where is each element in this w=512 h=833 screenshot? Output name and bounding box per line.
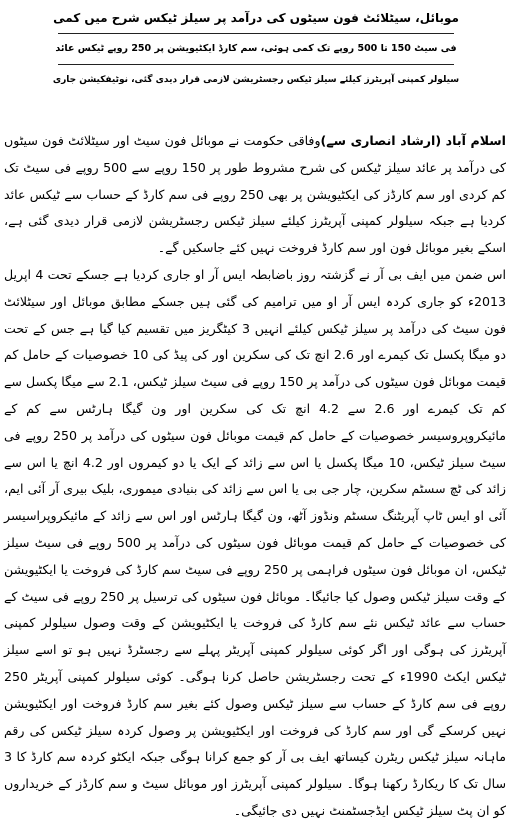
headline-divider xyxy=(58,33,454,34)
sub-headline-1: فی سیٹ 150 تا 500 روپے تک کمی ہوئی، سم کارڈ ایکٹیویشن پر 250 روپے ٹیکس عائد xyxy=(55,43,457,54)
paragraph-1-text: وفاقی حکومت نے موبائل فون سیٹ اور سیٹلائٹ فون سیٹوں کی درآمد پر عائد سیلز ٹیکس کی شرح مشروط طور پر 150 روپے سے 500 روپے فی سیٹ تک کم کردی اور سم کارڈز کی ایکٹیویشن پر بھی 250 روپے فی سم کارڈ کے حساب سے ٹیکس عائد کردیا ہے جبکہ سیلولر کمپنی آپریٹرز کیلئے سیلز ٹیکس رجسٹریشن لازمی قرار دیدی گئی ہے، اسکے بغیر موبائل فون اور سم کارڈ فروخت نہیں کئے جاسکیں گے۔ xyxy=(4,133,506,256)
article-body xyxy=(4,128,506,825)
byline: اسلام آباد (ارشاد انصاری سے) xyxy=(320,133,506,148)
main-headline: موبائل، سیٹلائٹ فون سیٹوں کی درآمد پر سیلز ٹیکس شرح میں کمی xyxy=(53,11,459,25)
article-paragraph-2: اس ضمن میں ایف بی آر نے گزشتہ روز باضابطہ ایس آر او جاری کردیا ہے جسکے تحت 4 اپریل 2013ء کو جاری کردہ ایس آر او میں ترامیم کی گئی ہیں جسکے مطابق موبائل اور سیٹلائٹ فون سیٹ کی درآمد پر سیلز ٹیکس کیلئے انہیں 3 کیٹگریز میں تقسیم کیا گیا ہے جس کے تحت دو میگا پکسل تک کیمرے اور 2.6 انچ تک کی سکرین اور کی پیڈ کی 10 خصوصیات کے حامل کم قیمت موبائل فون سیٹوں کی درآمد پر 150 روپے فی سیٹ سیلز ٹیکس، 2.1 سے میگا پکسل سے کم تک کیمرے اور 2.6 سے 4.2 انچ تک کی سکرین اور ون گیگا ہارٹس سے کم کے مائیکروپروسیسر خصوصیات کے حامل کم قیمت موبائل فون سیٹوں کی درآمد پر 250 روپے فی سیٹ سیلز ٹیکس، 10 میگا پکسل یا اس سے زائد کے ایک یا دو کیمروں اور 4.2 انچ یا اس سے زائد کی ٹچ سسٹم سکرین، چار جی بی یا اس سے زائد کی بنیادی میموری، بلیک بیری آر آئی ایم، آئی او ایس ٹاپ آپریٹنگ سسٹم ونڈوز آٹھ، ون گیگا ہارٹس اور اس سے زائد کے مائیکروپراسیسر کی خصوصیات کے حامل کم قیمت موبائل فون سیٹوں کی درآمد پر 500 روپے فی سیٹ سیلز ٹیکس، ان موبائل فون سیٹوں فراہمی پر 250 روپے فی سیٹ سم کارڈ کی فروخت یا ایکٹیویشن کے وقت سیلز ٹیکس وصول کیا جائیگا۔ موبائل فون سیٹوں کی ترسیل پر 250 روپے فی سیٹ کے حساب سے عائد ٹیکس نئے سم کارڈ کی فروخت یا ایکٹیویشن کے وقت وصول سیلولر کمپنی آپریٹرز کی ہوگی اور اگر کوئی سیلولر کمپنی آپریٹر پہلے سے رجسٹرڈ نہیں ہو تو اسے سیلز ٹیکس ایکٹ 1990ء کے تحت رجسٹریشن حاصل کرنا ہوگی۔ کوئی سیلولر کمپنی آپریٹر 250 روپے فی سم کارڈ کے حساب سے سیلز ٹیکس وصول کئے بغیر سم کارڈ فروخت اور ایکٹیویشن نہیں کرسکے گی اور سم کارڈ کی فروخت اور ایکٹیویشن پر وصول کردہ سیلز ٹیکس کی رقم ماہانہ سیلز ٹیکس ریٹرن کیساتھ ایف بی آر کو جمع کرانا ہوگی جبکہ ایکٹو کردہ سم کارڈ کا 3 سال تک کا ریکارڈ رکھنا ہوگا۔ سیلولر کمپنی آپریٹرز اور موبائل سیٹ و سم کارڈز کے خریداروں کو ان پٹ سیلز ٹیکس ایڈجسٹمنٹ نہیں دی جائیگی۔ xyxy=(4,266,507,818)
sub-headline-2: سیلولر کمپنی آپریٹرز کیلئے سیلز ٹیکس رجسٹریشن لازمی قرار دیدی گئی، نوٹیفکیشن جاری xyxy=(52,75,460,85)
headline-divider xyxy=(58,64,454,65)
article-paragraph-1 xyxy=(4,128,506,262)
headline-block xyxy=(52,4,460,94)
